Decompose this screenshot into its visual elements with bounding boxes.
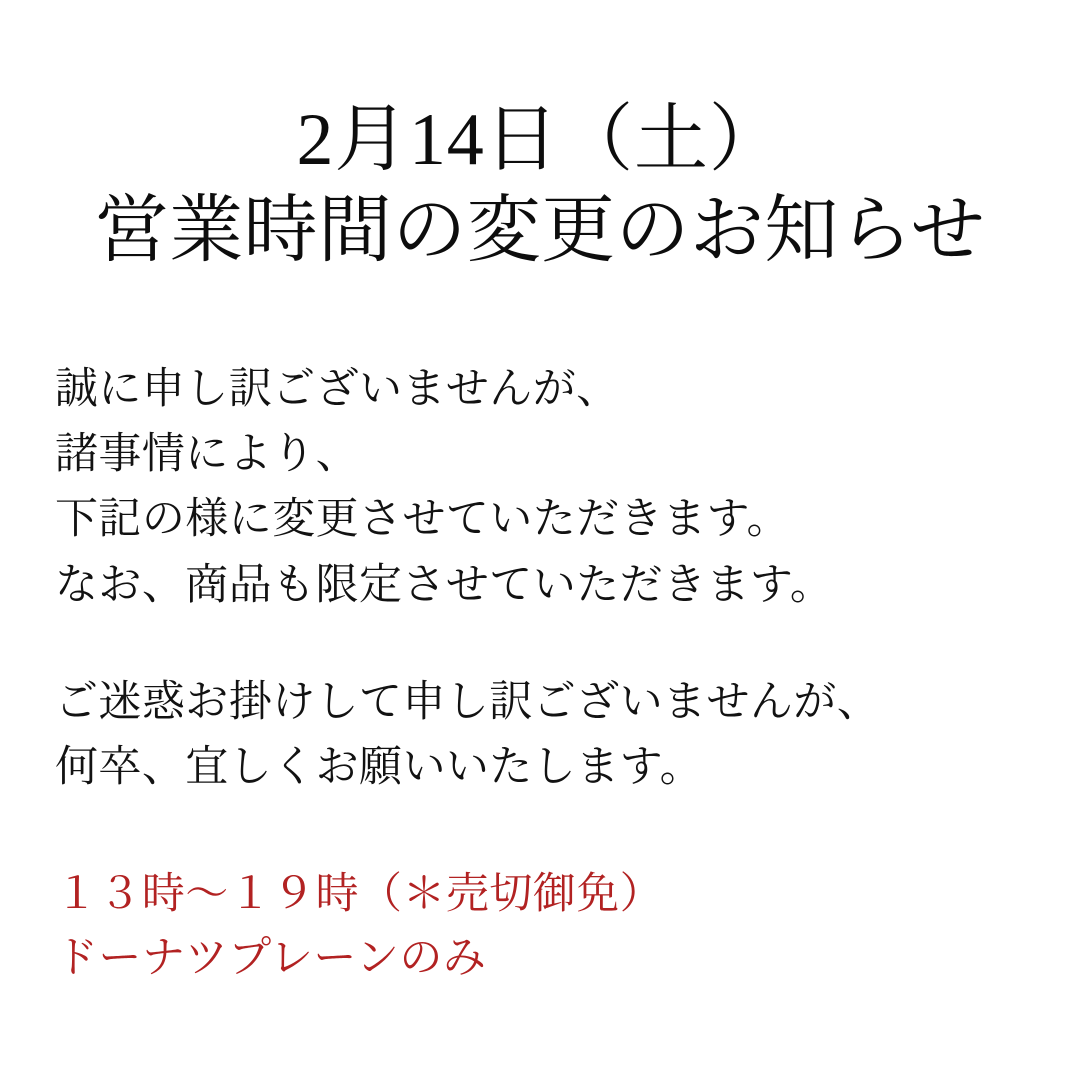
- notice-title-line-2: 営業時間の変更のお知らせ: [94, 190, 986, 273]
- body-paragraph1-line-1: 誠に申し訳ございませんが、: [55, 365, 620, 413]
- notice-highlight: [55, 863, 1025, 992]
- body-paragraph2-line-1: ご迷惑お掛けして申し訳ございませんが、: [55, 678, 881, 726]
- body-paragraph1-line-2: 諸事情により、: [55, 430, 360, 478]
- paragraph-spacer: [55, 618, 1025, 670]
- notice-title: [55, 95, 1025, 279]
- notice-title-line-1: 2月14日（土）: [296, 99, 784, 181]
- body-paragraph1-line-4: なお、商品も限定させていただきます。: [55, 561, 834, 609]
- notice-body: [55, 357, 1025, 801]
- highlight-line-hours: １３時〜１９時（＊売切御免）: [55, 870, 664, 918]
- body-paragraph2-line-2: 何卒、宜しくお願いいたします。: [55, 744, 704, 792]
- highlight-line-product: ドーナツプレーンのみ: [55, 935, 487, 983]
- body-paragraph1-line-3: 下記の様に変更させていただきます。: [55, 496, 790, 544]
